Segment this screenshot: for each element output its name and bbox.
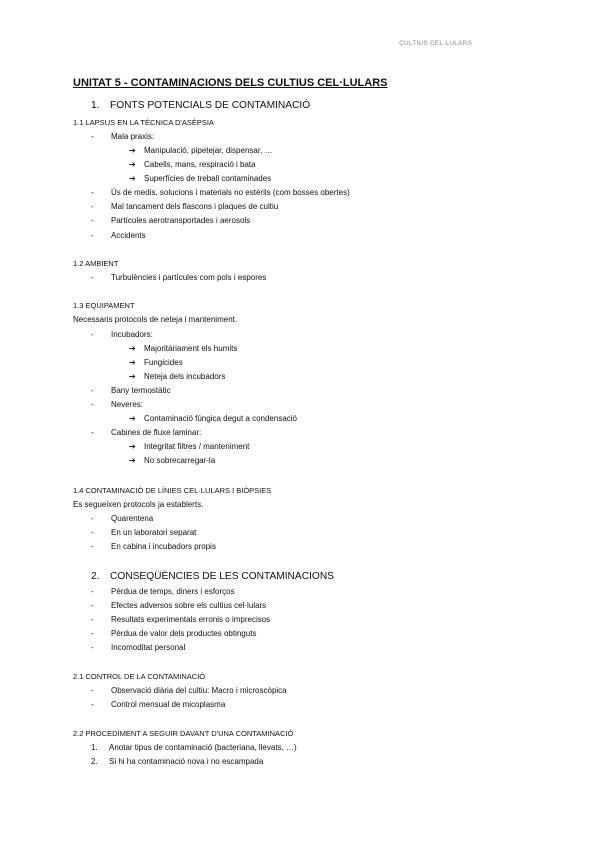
- list-item: - Neveres:: [91, 400, 144, 409]
- subsection-1-1-heading: 1.1 LAPSUS EN LA TÈCNICA D'ASÈPSIA: [73, 118, 214, 127]
- list-item: - Efectes adversos sobre els cultius cel·lulars: [91, 601, 267, 610]
- page-title: UNITAT 5 - CONTAMINACIONS DELS CULTIUS CEL·LULARS: [73, 77, 388, 89]
- list-item: - Cabines de fluxe laminar:: [91, 428, 202, 437]
- section-number: 1.: [91, 100, 100, 111]
- list-item: - Partícules aerotransportades i aerosols: [91, 216, 251, 225]
- arrow-icon: ➔: [129, 358, 136, 367]
- dash-bullet: -: [91, 188, 94, 197]
- subsection-2-1-heading: 2.1 CONTROL DE LA CONTAMINACIÓ: [73, 672, 206, 681]
- dash-bullet: -: [91, 132, 94, 141]
- dash-bullet: -: [91, 629, 94, 638]
- dash-bullet: -: [91, 231, 94, 240]
- dash-bullet: -: [91, 700, 94, 709]
- list-item: - Control mensual de micoplasma: [91, 700, 226, 709]
- running-header: CULTIUS CEL·LULARS: [399, 40, 472, 47]
- dash-bullet: -: [91, 202, 94, 211]
- subsection-1-2-heading: 1.2 AMBIENT: [73, 259, 119, 268]
- dash-bullet: -: [91, 330, 94, 339]
- sub-list-item: ➔ Fungicides: [129, 358, 183, 367]
- dash-bullet: -: [91, 601, 94, 610]
- item-number: 2.: [91, 757, 98, 766]
- dash-bullet: -: [91, 386, 94, 395]
- section-title: FONTS POTENCIALS DE CONTAMINACIÓ: [110, 100, 311, 111]
- dash-bullet: -: [91, 428, 94, 437]
- sub-list-item: ➔ Superfícies de treball contaminades: [129, 174, 272, 183]
- sub-list-item: ➔ No sobrecarregar-la: [129, 456, 216, 465]
- section-2-heading: [91, 571, 334, 583]
- dash-bullet: -: [91, 542, 94, 551]
- sub-list-item: ➔ Contaminació fúngica degut a condensació: [129, 414, 297, 423]
- dash-bullet: -: [91, 686, 94, 695]
- dash-bullet: -: [91, 643, 94, 652]
- sub-list-item: ➔ Majoritàriament els humits: [129, 344, 238, 353]
- list-item: - Mala praxis:: [91, 132, 155, 141]
- paragraph: Necessaris protocols de neteja i manteniment.: [73, 315, 238, 324]
- list-item: - Mal tancament dels flascons i plaques de cultiu: [91, 202, 279, 211]
- section-1-heading: [91, 100, 310, 112]
- sub-list-item: ➔ Integritat filtres / manteniment: [129, 442, 250, 451]
- list-item: - En cabina i incubadors propis: [91, 542, 216, 551]
- list-item: - Ús de medis, solucions i materials no estèrils (com bosses obertes): [91, 188, 350, 197]
- arrow-icon: ➔: [129, 160, 136, 169]
- list-item: - Pèrdua de valor dels productes obtinguts: [91, 629, 257, 638]
- ordered-list-item: 2. Si hi ha contaminació nova i no escampada: [91, 757, 264, 766]
- dash-bullet: -: [91, 514, 94, 523]
- arrow-icon: ➔: [129, 414, 136, 423]
- dash-bullet: -: [91, 615, 94, 624]
- item-number: 1.: [91, 743, 98, 752]
- section-title: CONSEQÜÈNCIES DE LES CONTAMINACIONS: [110, 571, 334, 582]
- list-item: - Accidents: [91, 231, 146, 240]
- section-number: 2.: [91, 571, 100, 582]
- sub-list-item: ➔ Neteja dels incubadors: [129, 372, 226, 381]
- dash-bullet: -: [91, 216, 94, 225]
- list-item: - Pèrdua de temps, diners i esforços: [91, 587, 235, 596]
- paragraph: Es segueixen protocols ja establerts.: [73, 500, 204, 509]
- list-item: - Resultats experimentals erronis o imprecisos: [91, 615, 271, 624]
- subsection-1-3-heading: 1.3 EQUIPAMENT: [73, 301, 135, 310]
- arrow-icon: ➔: [129, 344, 136, 353]
- arrow-icon: ➔: [129, 146, 136, 155]
- list-item: - Incubadors:: [91, 330, 153, 339]
- ordered-list-item: 1. Anotar tipus de contaminació (bacteriana, llevats, …): [91, 743, 297, 752]
- dash-bullet: -: [91, 587, 94, 596]
- list-item: - Turbulències i partícules com pols i espores: [91, 273, 267, 282]
- subsection-2-2-heading: 2.2 PROCEDIMENT A SEGUIR DAVANT D'UNA CONTAMINACIÓ: [73, 729, 294, 738]
- sub-list-item: ➔ Cabells, mans, respiració i bata: [129, 160, 256, 169]
- arrow-icon: ➔: [129, 442, 136, 451]
- list-item: - En un laboratori separat: [91, 528, 197, 537]
- arrow-icon: ➔: [129, 456, 136, 465]
- list-item: - Incomoditat personal: [91, 643, 186, 652]
- list-item: - Quarentena: [91, 514, 154, 523]
- dash-bullet: -: [91, 528, 94, 537]
- list-item: - Observació diària del cultiu: Macro i microscòpica: [91, 686, 287, 695]
- dash-bullet: -: [91, 400, 94, 409]
- sub-list-item: ➔ Manipulació, pipetejar, dispensar, …: [129, 146, 273, 155]
- arrow-icon: ➔: [129, 174, 136, 183]
- subsection-1-4-heading: 1.4 CONTAMINACIÓ DE LÍNIES CEL·LULARS I BIÒPSIES: [73, 486, 272, 495]
- arrow-icon: ➔: [129, 372, 136, 381]
- list-item: - Bany termostàtic: [91, 386, 171, 395]
- dash-bullet: -: [91, 273, 94, 282]
